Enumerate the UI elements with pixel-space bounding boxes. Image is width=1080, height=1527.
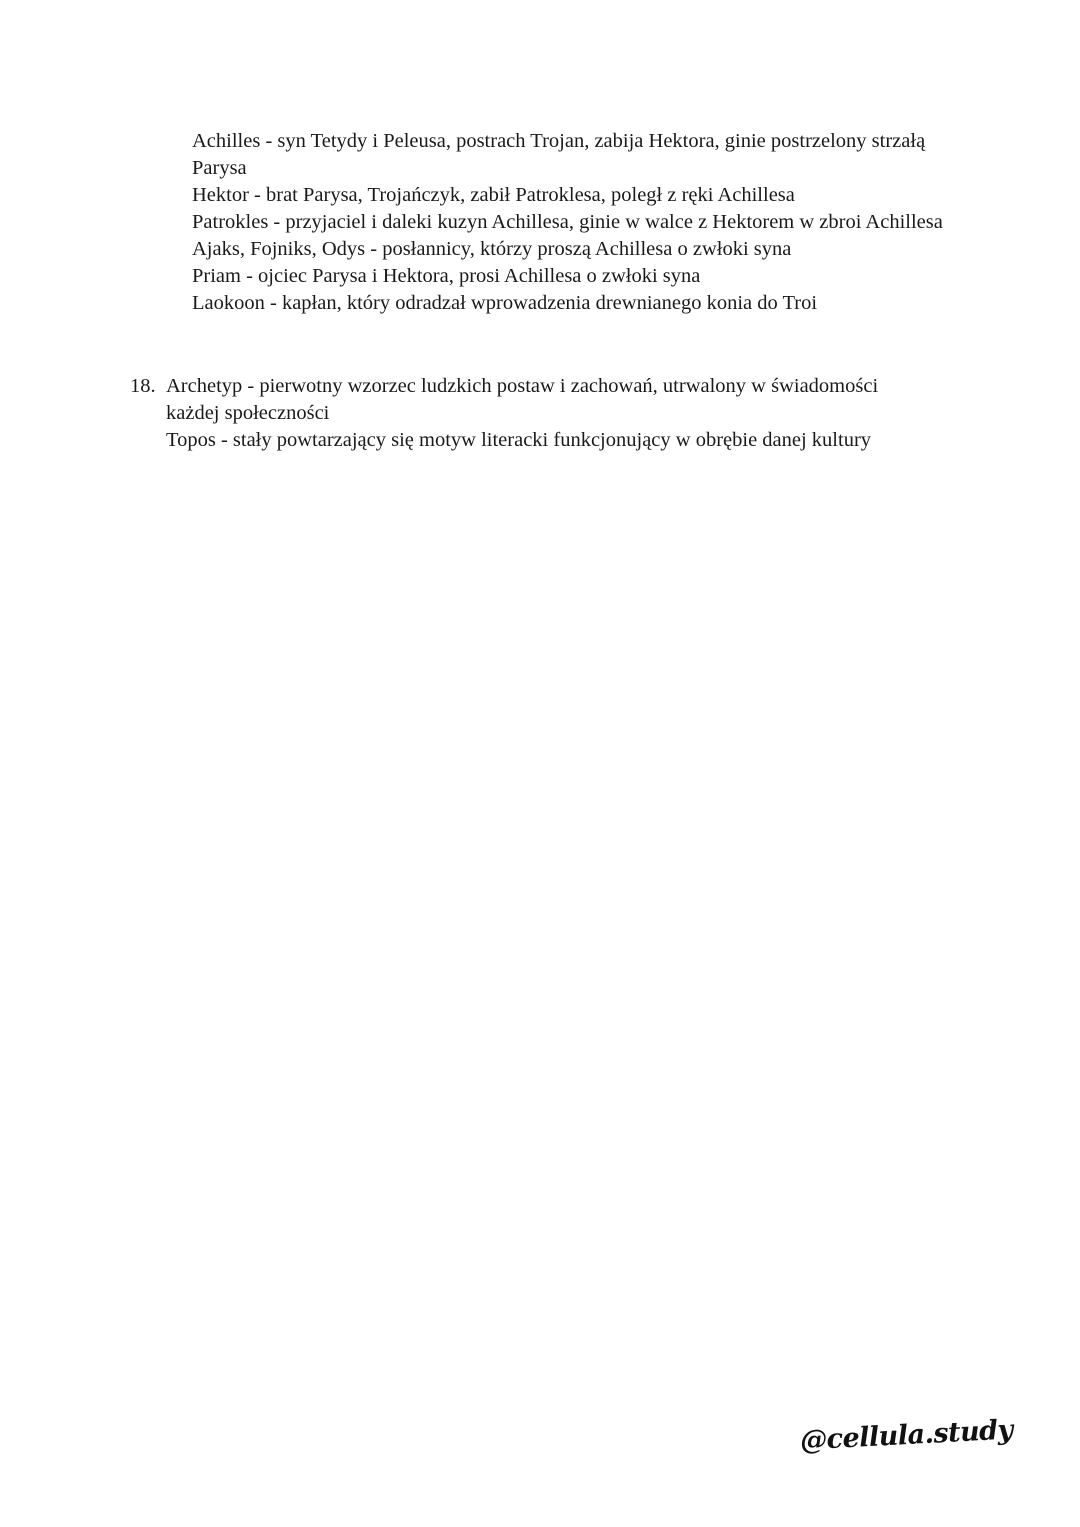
character-entry-patrokles: Patrokles - przyjaciel i daleki kuzyn Achillesa, ginie w walce z Hektorem w zbroi Achillesa (192, 211, 943, 233)
list-item-18 (130, 373, 930, 454)
list-number: 18. (130, 375, 156, 397)
character-list (192, 128, 962, 317)
author-signature: @cellula.study (799, 1414, 1014, 1457)
definition-topos: Topos - stały powtarzający się motyw literacki funkcjonujący w obrębie danej kultury (166, 429, 872, 451)
character-entry-laokoon: Laokoon - kapłan, który odradzał wprowadzenia drewnianego konia do Troi (192, 292, 818, 314)
definition-archetyp: Archetyp - pierwotny wzorzec ludzkich postaw i zachowań, utrwalony w świadomości każdej społeczności (166, 375, 879, 424)
character-entry-hektor: Hektor - brat Parysa, Trojańczyk, zabił Patroklesa, poległ z ręki Achillesa (192, 184, 795, 206)
character-entry-poslannicy: Ajaks, Fojniks, Odys - posłannicy, którzy proszą Achillesa o zwłoki syna (192, 238, 792, 260)
list-item-body (166, 373, 930, 454)
character-entry-achilles: Achilles - syn Tetydy i Peleusa, postrach Trojan, zabija Hektora, ginie postrzelony strzałą Parysa (192, 130, 926, 179)
character-entry-priam: Priam - ojciec Parysa i Hektora, prosi Achillesa o zwłoki syna (192, 265, 701, 287)
